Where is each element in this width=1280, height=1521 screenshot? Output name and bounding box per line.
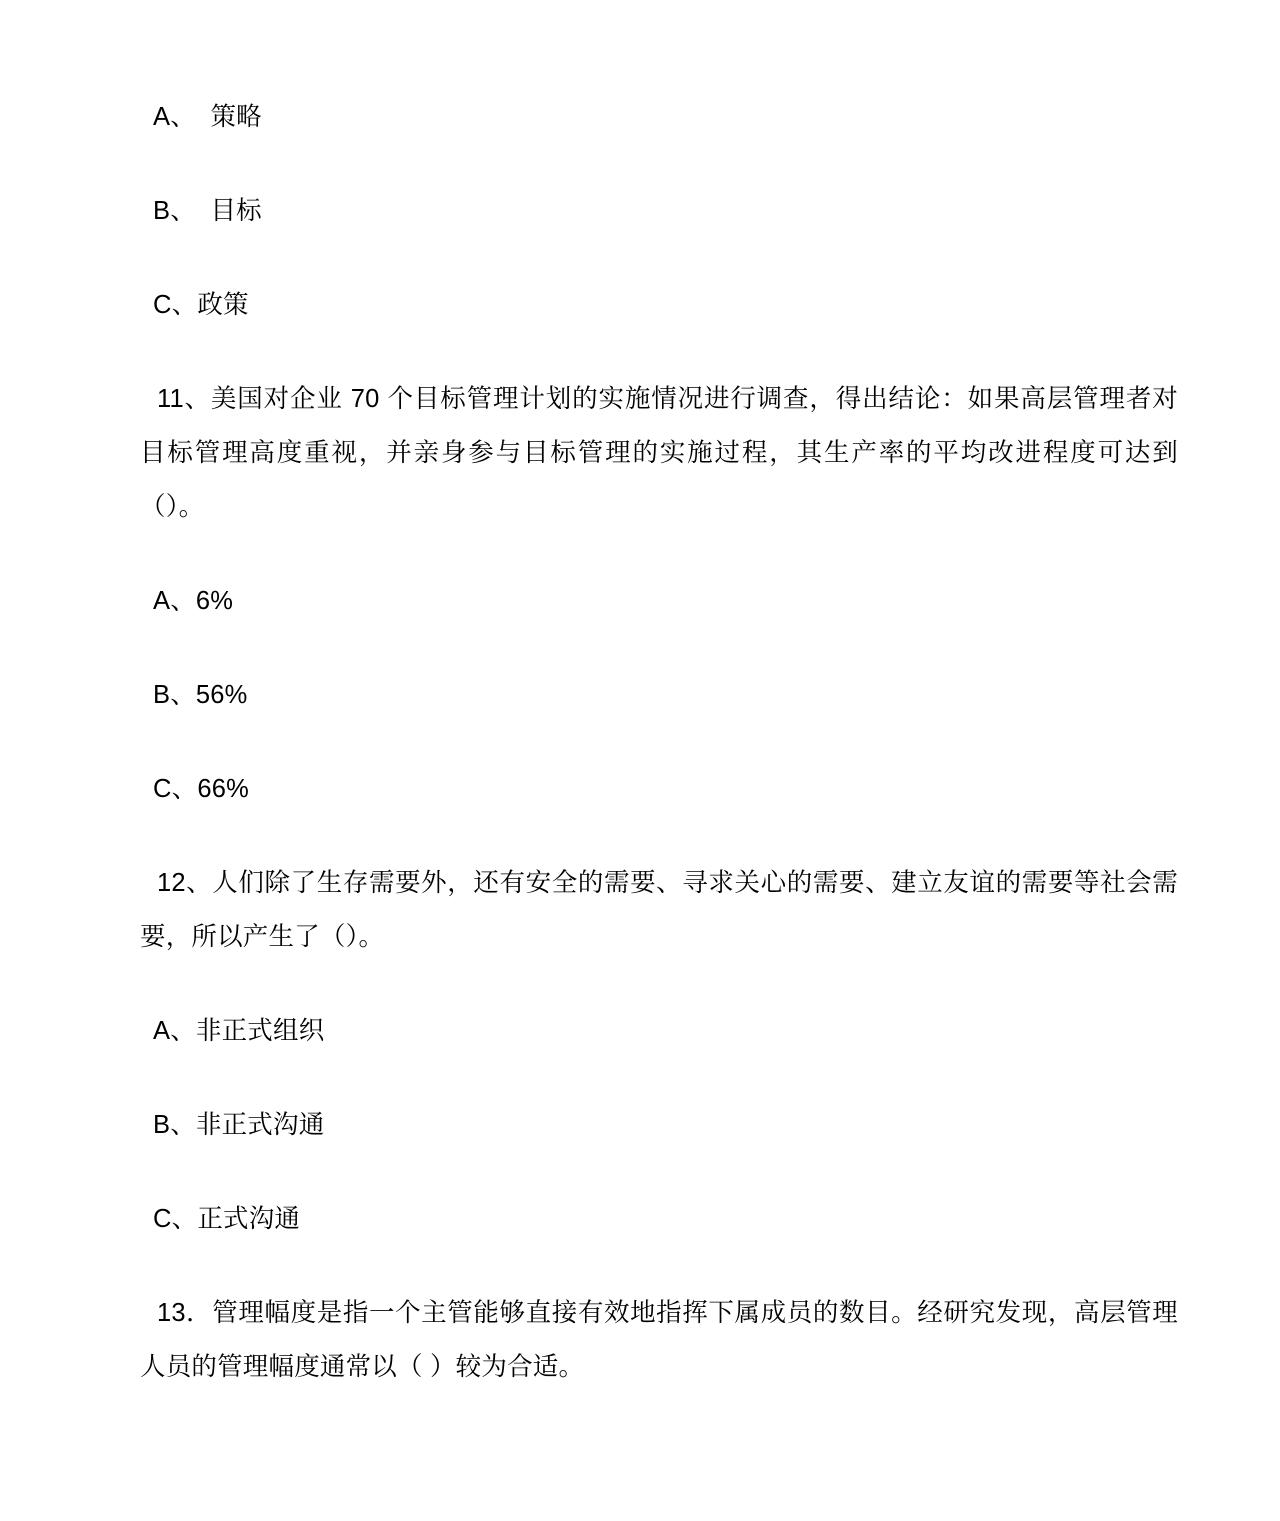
spacer xyxy=(140,1152,1178,1192)
spacer xyxy=(140,238,1178,278)
question-text-13: 13．管理幅度是指一个主管能够直接有效地指挥下属成员的数目。经研究发现，高层管理人员的管理幅度通常以（ ）较为合适。 xyxy=(140,1299,1178,1381)
spacer xyxy=(140,534,1178,574)
question-12-option-b[interactable]: B、非正式沟通 xyxy=(153,1111,325,1139)
question-12-option-a[interactable]: A、非正式组织 xyxy=(153,1017,325,1045)
question-11-option-c[interactable]: C、66% xyxy=(153,775,249,803)
question-12-option-c[interactable]: C、正式沟通 xyxy=(153,1205,301,1233)
spacer xyxy=(140,1058,1178,1098)
question-block-11 xyxy=(140,372,1178,816)
spacer xyxy=(140,1246,1178,1286)
question-block-13 xyxy=(140,1286,1178,1394)
question-text-12: 12、人们除了生存需要外，还有安全的需要、寻求关心的需要、建立友谊的需要等社会需要，所以产生了（）。 xyxy=(140,869,1178,951)
question-block-12 xyxy=(140,856,1178,1246)
spacer xyxy=(140,816,1178,856)
spacer xyxy=(140,332,1178,372)
spacer xyxy=(140,144,1178,184)
question-11-option-b[interactable]: B、56% xyxy=(153,681,248,709)
option-line-c[interactable]: C、政策 xyxy=(153,291,249,319)
question-11-option-a[interactable]: A、6% xyxy=(153,587,234,615)
spacer xyxy=(140,964,1178,1004)
spacer xyxy=(140,722,1178,762)
option-line-b[interactable]: B、 目标 xyxy=(153,197,262,225)
spacer xyxy=(140,628,1178,668)
option-line-a[interactable]: A、 策略 xyxy=(153,103,262,131)
question-block-leading-options xyxy=(140,90,1178,332)
question-text-11: 11、美国对企业 70 个目标管理计划的实施情况进行调查，得出结论：如果高层管理者对目标管理高度重视，并亲身参与目标管理的实施过程，其生产率的平均改进程度可达到（）。 xyxy=(140,385,1178,521)
